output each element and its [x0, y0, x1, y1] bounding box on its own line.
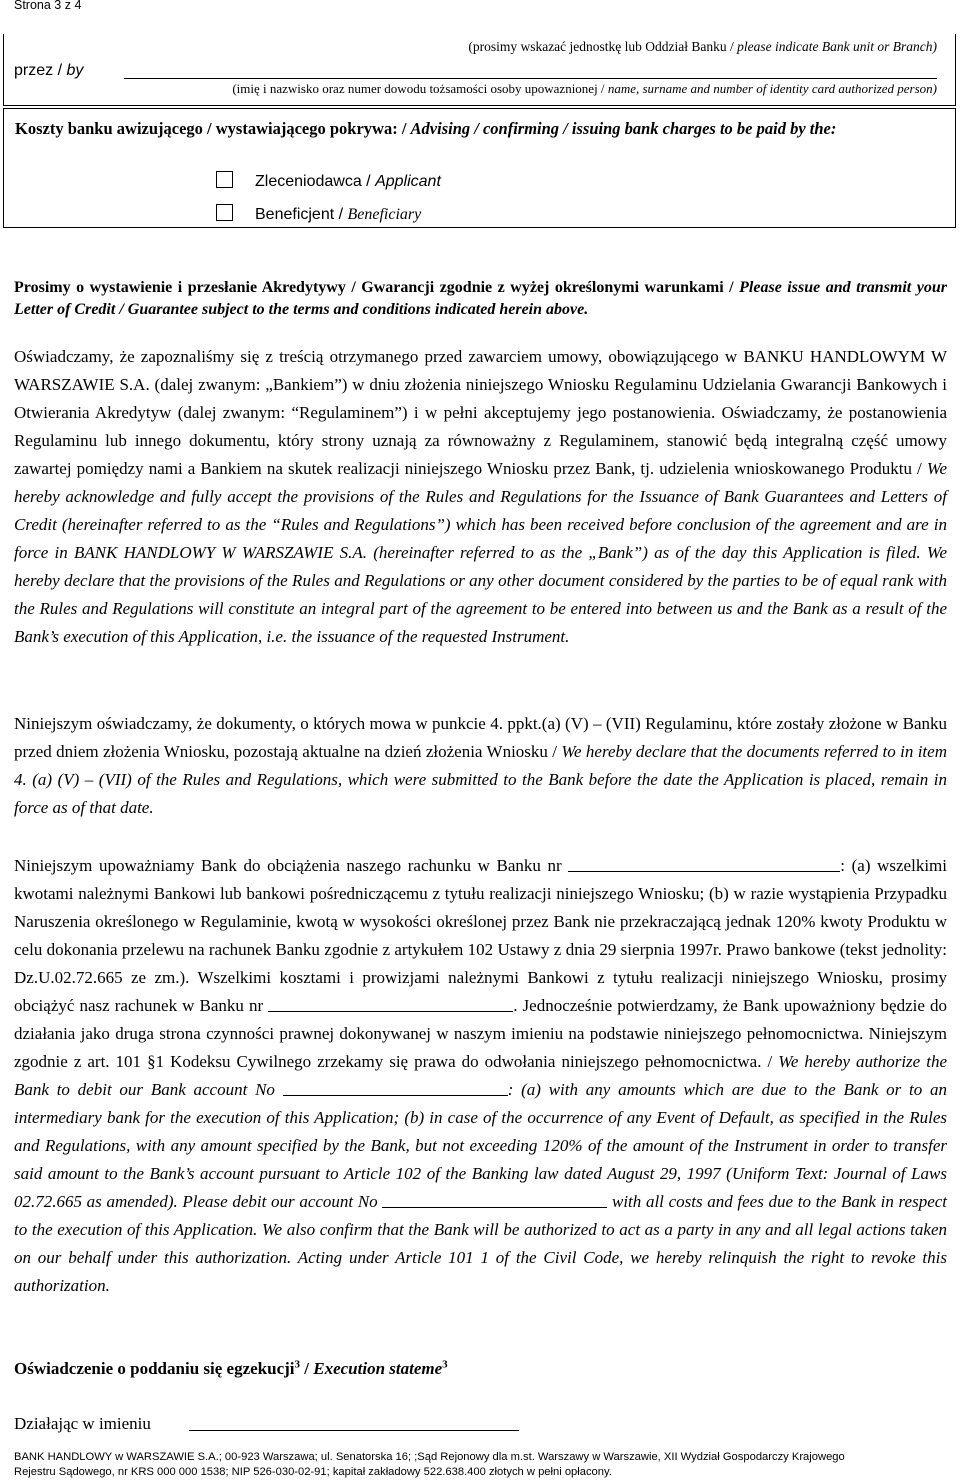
page-number: Strona 3 z 4	[14, 0, 82, 12]
authorized-person-box	[3, 34, 956, 106]
beneficiary-checkbox[interactable]	[216, 204, 233, 221]
issue-request: Prosimy o wystawienie i przesłanie Akredytywy / Gwarancji zgodnie z wyżej określonymi warunkami / Please issue and transmit your Letter of Credit / Guarantee subject to the terms and conditions indicated herein above.	[14, 279, 947, 318]
footer-line-1: BANK HANDLOWY w WARSZAWIE S.A.; 00-923 Warszawa; ul. Senatorska 16; ;Sąd Rejonowy dla m.st. Warszawy w Warszawie, XII Wydział Gospodarczy Krajowego	[14, 1451, 845, 1463]
declaration-documents: Niniejszym oświadczamy, że dokumenty, o których mowa w punkcie 4. ppkt.(a) (V) – (VII) Regulaminu, które zostały złożone w Banku przed dniem złożenia Wniosku, pozostają aktualne na dzień złożenia Wniosku / We hereby declare that the documents referred to in item 4. (a) (V) – (VII) of the Rules and Regulations, which were submitted to the Bank before the date the Application is placed, remain in force as of that date.	[14, 714, 947, 817]
account-number-field-4[interactable]	[382, 1193, 607, 1208]
authorized-person-field[interactable]	[124, 78, 937, 79]
option-beneficiary[interactable]: Beneficjent / Beneficiary	[216, 204, 421, 224]
footer	[14, 1450, 954, 1480]
footer-line-2: Rejestru Sądowego, nr KRS 000 000 1538; NIP 526-030-02-91; kapitał zakładowy 522.638.400 złotych w pełni opłacony.	[14, 1466, 612, 1478]
execution-statement-heading: Oświadczenie o poddaniu się egzekucji$^3$ / Execution stateme$^3$	[14, 1358, 448, 1378]
acting-on-behalf: Działając w imieniu	[14, 1414, 947, 1434]
bank-charges-title: Koszty banku awizującego / wystawiającego pokrywa: / Advising / confirming / issuing bank charges to be paid by the:	[15, 119, 837, 138]
account-number-field-2[interactable]	[268, 997, 513, 1012]
by-label: przez / by	[14, 62, 84, 79]
option-applicant[interactable]: Zleceniodawca / Applicant	[216, 171, 441, 191]
unit-note: (prosimy wskazać jednostkę lub Oddział Banku / please indicate Bank unit or Branch)	[468, 39, 937, 54]
applicant-checkbox[interactable]	[216, 171, 233, 188]
authorized-person-hint: (imię i nazwisko oraz numer dowodu tożsamości osoby upowaznionej / name, surname and number of identity card authorized person)	[232, 81, 937, 96]
on-behalf-field[interactable]	[189, 1430, 519, 1431]
account-number-field-3[interactable]	[283, 1081, 508, 1096]
bank-charges-box	[3, 108, 956, 228]
declaration-rules: Oświadczamy, że zapoznaliśmy się z treścią otrzymanego przed zawarciem umowy, obowiązującego w BANKU HANDLOWYM W WARSZAWIE S.A. (dalej zwanym: „Bankiem”) w dniu złożenia niniejszego Wniosku Regulaminu Udzielania Gwarancji Bankowych i Otwierania Akredytyw (dalej zwanym: “Regulaminem”) i w pełni akceptujemy jego postanowienia. Oświadczamy, że postanowienia Regulaminu lub innego dokumentu, który strony uznają za równoważny z Regulaminem, stanowić będą integralną część umowy zawartej pomiędzy nami a Bankiem na skutek realizacji niniejszego Wniosku przez Bank, tj. udzielenia wnioskowanego Produktu / We hereby acknowledge and fully accept the provisions of the Rules and Regulations for the Issuance of Bank Guarantees and Letters of Credit (hereinafter referred to as the “Rules and Regulations”) which has been received before conclusion of the agreement and are in force in BANK HANDLOWY W WARSZAWIE S.A. (hereinafter referred to as the „Bank”) as of the day this Application is filed. We hereby declare that the provisions of the Rules and Regulations or any other document considered by the parties to be of equal rank with the Rules and Regulations will constitute an integral part of the agreement to be entered into between us and the Bank as a result of the Bank’s execution of this Application, i.e. the issuance of the requested Instrument.	[14, 347, 947, 646]
debit-authorization: Niniejszym upoważniamy Bank do obciążenia naszego rachunku w Banku nr : (a) wszelkimi kwotami należnymi Bankowi lub bankowi pośredniczącemu z tytułu realizacji niniejszego Wniosku; (b) w razie wystąpienia Przypadku Naruszenia określonego w Regulaminie, kwotą w wysokości określonej przez Bank nie przekraczającą jednak 120% kwoty Produktu w celu dokonania przelewu na rachunek Banku zgodnie z artykułem 102 Ustawy z dnia 29 sierpnia 1997r. Prawo bankowe (tekst jednolity: Dz.U.02.72.665 ze zm.). Wszelkimi kosztami i prowizjami należnymi Bankowi z tytułu realizacji niniejszego Wniosku, prosimy obciążyć nasz rachunek w Banku nr . Jednocześnie potwierdzamy, że Bank upoważniony będzie do działania jako druga strona czynności prawnej dokonywanej w naszym imieniu na podstawie niniejszego pełnomocnictwa. Niniejszym zgodnie z art. 101 §1 Kodeksu Cywilnego zrzekamy się prawa do odwołania niniejszego pełnomocnictwa. / We hereby authorize the Bank to debit our Bank account No : (a) with any amounts which are due to the Bank or to an intermediary bank for the execution of this Application; (b) in case of the occurrence of any Event of Default, as specified in the Rules and Regulations, with any amount specified by the Bank, but not exceeding 120% of the amount of the Instrument in order to transfer said amount to the Bank’s account pursuant to Article 102 of the Banking law dated August 29, 1997 (Uniform Text: Journal of Laws 02.72.665 as amended). Please debit our account No with all costs and fees due to the Bank in respect to the execution of this Application. We also confirm that the Bank will be authorized to act as a party in any and all legal actions taken on our behalf under this authorization. Acting under Article 101 1 of the Civil Code, we hereby relinquish the right to revoke this authorization.	[14, 856, 948, 1295]
account-number-field-1[interactable]	[568, 857, 840, 872]
